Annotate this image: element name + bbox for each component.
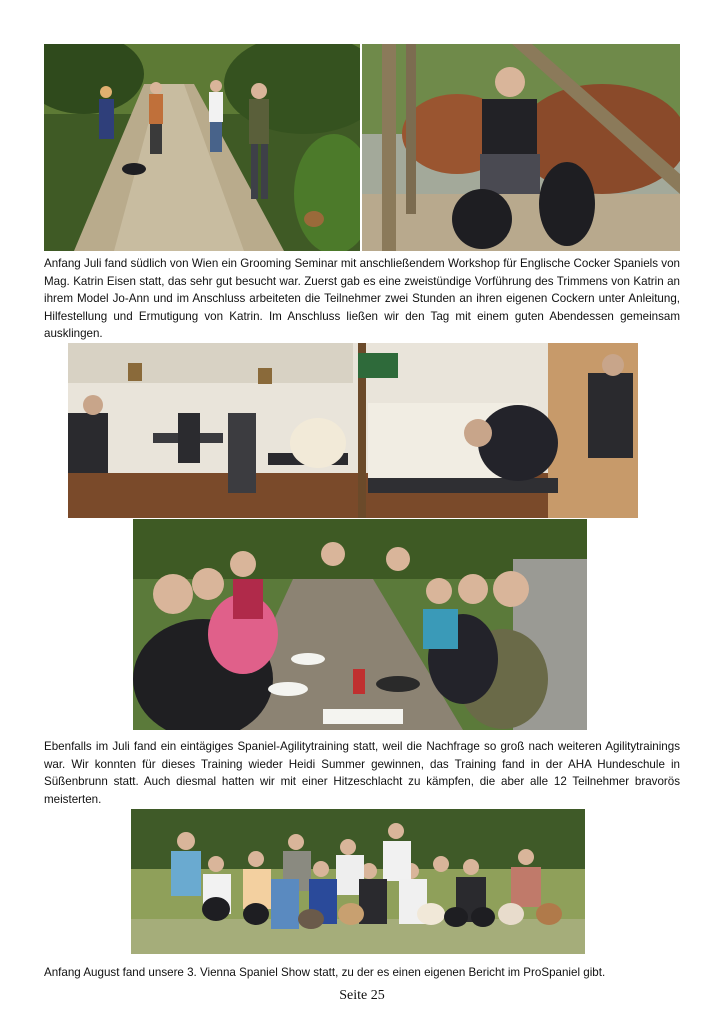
photo-highland-cow-dogs (362, 44, 680, 251)
photo-agility-group (131, 809, 585, 954)
paragraph-grooming-seminar: Anfang Juli fand südlich von Wien ein Grooming Seminar mit anschließendem Workshop für Englische Cocker Spaniels von Mag. Katrin Eisen statt, das sehr gut besucht war. Zuerst gab es eine zweistündige Vorführung des Trimmens von Katrin an ihrem Model Jo-Ann und im Anschluss arbeiteten die Teilnehmer zwei Stunden an ihren eigenen Cockern unter Anleitung, Hilfestellung und Ermutigung von Katrin. Im Anschluss ließen wir den Tag mit einem guten Abendessen gemeinsam ausklingen. (44, 257, 680, 341)
page-number: Seite 25 (339, 988, 385, 1003)
photo-forest-walk (44, 44, 360, 251)
photo-group-dinner (133, 519, 587, 730)
photo-grooming-room (68, 343, 638, 518)
paragraph-agility-training: Ebenfalls im Juli fand ein eintägiges Spaniel-Agilitytraining statt, weil die Nachfrage so groß nach weiteren Agilitytrainings war. Wir konnten für dieses Training wieder Heidi Summer gewinnen, das Training fand in der AHA Hundeschule in Süßenbrunn statt. Auch diesmal hatten wir mit einer Hitzeschlacht zu kämpfen, die aber alle 12 Teilnehmer bravorös meisterten. (44, 740, 680, 806)
paragraph-vienna-spaniel-show: Anfang August fand unsere 3. Vienna Spaniel Show statt, zu der es einen eigenen Bericht im ProSpaniel gibt. (44, 966, 606, 979)
